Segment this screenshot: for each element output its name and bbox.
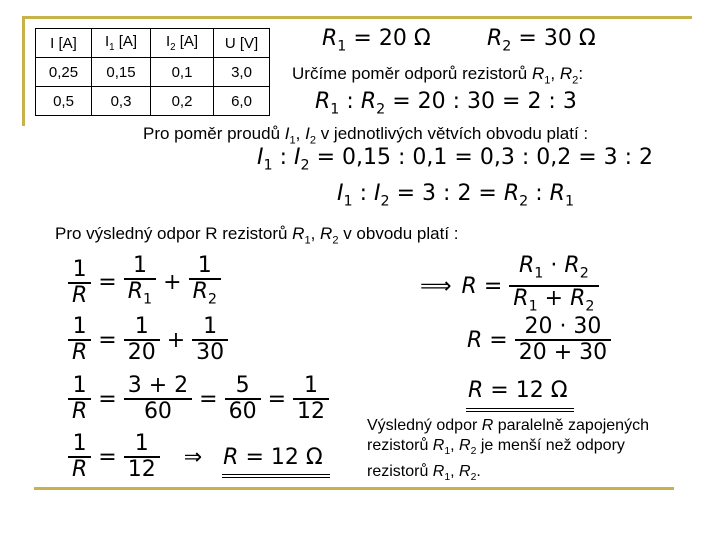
substitution-r: R = $\frac{20 \cdot 30}{20 + 30}$: [462, 315, 613, 365]
conclusion-text: Výsledný odpor R paralelně zapojených rezistorů $R_1$, $R_2$ je menší než odpory rezistorů $R_1$, $R_2$.: [367, 417, 649, 484]
resistance-intro: Pro výsledný odpor R rezistorů $R_1$, $R_2$ v obvodu platí :: [55, 224, 459, 247]
header-i1: $I_1$ [A]: [92, 29, 151, 58]
derivation-step3: $\frac{1}{R}$ = $\frac{3 + 2}{60}$ = $\frac{5}{60}$ = $\frac{1}{12}$: [66, 374, 331, 424]
formula-r: ⟹ R = $\frac{R_1 \cdot R_2}{R_1 + R_2}$: [415, 254, 601, 319]
table-header-row: [36, 29, 270, 58]
header-i2: $I_2$ [A]: [151, 29, 214, 58]
derivation-step4: $\frac{1}{R}$ = $\frac{1}{12}$ ⇒ R = 12 Ω: [66, 432, 328, 482]
derivation-step1: $\frac{1}{R}$ = $\frac{1}{R_1}$ + $\frac{1}{R_2}$: [66, 254, 223, 311]
result-underline-left: [222, 474, 330, 478]
table-cell: 0,15: [92, 58, 151, 87]
given-r2: $R_2 = 30$ Ω: [487, 26, 596, 55]
measurement-table: [35, 28, 270, 116]
result-underline-right: [466, 408, 574, 412]
table-cell: 0,3: [92, 87, 151, 116]
ratio-i-equation1: $I_1$ : $I_2 = 0,15$ : 0,1 = 0,3 : 0,2 = 3 : 2: [257, 145, 654, 174]
derivation-step2: $\frac{1}{R}$ = $\frac{1}{20}$ + $\frac{1}{30}$: [66, 315, 230, 365]
left-accent-bar: [22, 16, 25, 126]
table-cell: 0,1: [151, 58, 214, 87]
ratio-i-equation2: $I_1$ : $I_2 = 3$ : $2 = R_2$ : $R_1$: [337, 181, 575, 210]
given-r1: $R_1 = 20$ Ω: [322, 26, 431, 55]
table-cell: 3,0: [214, 58, 270, 87]
table-row: [36, 58, 270, 87]
header-i: I [A]: [36, 29, 92, 58]
table-row: [36, 87, 270, 116]
result-r: R = 12 Ω: [468, 378, 568, 403]
table-cell: 6,0: [214, 87, 270, 116]
table-cell: 0,5: [36, 87, 92, 116]
ratio-r-intro: Určíme poměr odporů rezistorů $R_1$, $R_2$:: [292, 64, 584, 87]
table-cell: 0,25: [36, 58, 92, 87]
ratio-r-equation: $R_1$ : $R_2 = 20$ : 30 = 2 : 3: [315, 89, 577, 118]
ratio-i-intro: Pro poměr proudů $I_1$, $I_2$ v jednotlivých větvích obvodu platí :: [143, 124, 589, 147]
table-cell: 0,2: [151, 87, 214, 116]
header-u: U [V]: [214, 29, 270, 58]
top-accent-bar: [22, 16, 692, 19]
